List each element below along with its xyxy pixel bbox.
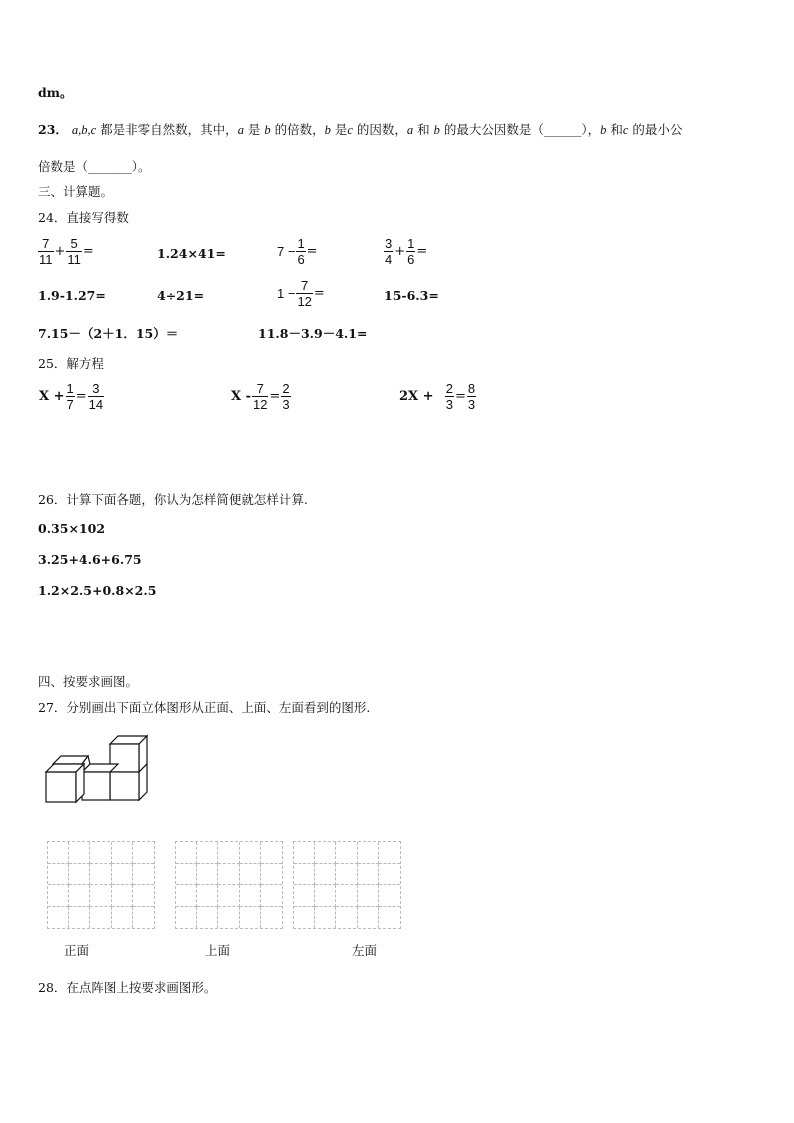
grid-cell[interactable] bbox=[294, 885, 315, 907]
q24-expr-6: 4÷21= bbox=[157, 288, 205, 303]
grid-cell[interactable] bbox=[240, 885, 261, 907]
grid-cell[interactable] bbox=[218, 885, 239, 907]
grid-cell[interactable] bbox=[358, 842, 379, 864]
cube-face bbox=[46, 772, 76, 802]
fraction: $\frac{7}{12}$ bbox=[253, 381, 268, 412]
q23-text: 都是非零自然数，其中， bbox=[96, 122, 238, 137]
grid-cell[interactable] bbox=[48, 864, 69, 886]
drawing-grid-top[interactable] bbox=[175, 841, 283, 929]
grid-cell[interactable] bbox=[69, 864, 90, 886]
q23-text: ）。 bbox=[131, 159, 151, 174]
grid-cell[interactable] bbox=[112, 842, 133, 864]
fraction: $\frac{1}{6}$ bbox=[407, 236, 415, 267]
fraction: $\frac{3}{4}$ bbox=[385, 236, 393, 267]
grid-cell[interactable] bbox=[176, 907, 197, 929]
q23-var-abc: a,b,c bbox=[71, 123, 97, 137]
grid-cell[interactable] bbox=[69, 842, 90, 864]
grid-cell[interactable] bbox=[315, 907, 336, 929]
q23-var: c bbox=[622, 123, 629, 137]
grid-cell[interactable] bbox=[112, 907, 133, 929]
q24-expr-4: $\frac{3}{4}$ + $\frac{1}{6}$ = bbox=[385, 236, 428, 267]
label-left-view: 左面 bbox=[352, 943, 378, 958]
q24-expr-2: 1.24×41= bbox=[157, 246, 226, 261]
cube-face bbox=[110, 772, 139, 800]
q24-expr-7: 1 − $\frac{7}{12}$ = bbox=[277, 278, 325, 309]
grid-cell[interactable] bbox=[379, 842, 400, 864]
grid-cell[interactable] bbox=[240, 907, 261, 929]
question-27-title: 27．分别画出下面立体图形从正面、上面、左面看到的图形. bbox=[38, 700, 371, 715]
grid-cell[interactable] bbox=[261, 864, 282, 886]
grid-cell[interactable] bbox=[133, 885, 154, 907]
q23-var: b bbox=[600, 123, 607, 137]
grid-cell[interactable] bbox=[176, 885, 197, 907]
question-25-title: 25．解方程 bbox=[38, 356, 104, 371]
grid-cell[interactable] bbox=[358, 907, 379, 929]
grid-cell[interactable] bbox=[48, 907, 69, 929]
fraction: $\frac{2}{3}$ bbox=[445, 381, 453, 412]
q26-item-2: 3.25+4.6+6.75 bbox=[38, 552, 142, 567]
grid-cell[interactable] bbox=[358, 864, 379, 886]
grid-cell[interactable] bbox=[90, 842, 111, 864]
fraction: $\frac{7}{12}$ bbox=[297, 278, 312, 309]
grid-cell[interactable] bbox=[336, 864, 357, 886]
answer-blank-1[interactable]: ______ bbox=[543, 122, 582, 137]
q23-text: ）， bbox=[581, 122, 601, 137]
fraction: $\frac{3}{14}$ bbox=[88, 381, 104, 412]
grid-cell[interactable] bbox=[240, 864, 261, 886]
question-24-title: 24．直接写得数 bbox=[38, 210, 129, 225]
q23-var: b bbox=[264, 123, 271, 137]
grid-cell[interactable] bbox=[240, 842, 261, 864]
q23-text: 的倍数， bbox=[270, 122, 325, 137]
fraction: $\frac{2}{3}$ bbox=[282, 381, 290, 412]
cube-face bbox=[82, 772, 110, 800]
grid-cell[interactable] bbox=[336, 885, 357, 907]
q23-text: 的最小公 bbox=[628, 122, 683, 137]
grid-cell[interactable] bbox=[112, 864, 133, 886]
grid-cell[interactable] bbox=[218, 864, 239, 886]
section-heading-3: 三、计算题。 bbox=[38, 184, 114, 199]
drawing-grid-left[interactable] bbox=[293, 841, 401, 929]
grid-cell[interactable] bbox=[336, 907, 357, 929]
q23-text: 和 bbox=[413, 122, 434, 137]
q23-var: b bbox=[324, 123, 331, 137]
q23-text: 是 bbox=[330, 122, 348, 137]
label-top-view: 上面 bbox=[205, 943, 231, 958]
q23-text: 和 bbox=[606, 122, 623, 137]
cube-solid-figure bbox=[44, 734, 148, 812]
q23-var: a bbox=[237, 123, 244, 137]
answer-blank-2[interactable]: _______ bbox=[88, 159, 132, 174]
grid-cell[interactable] bbox=[261, 885, 282, 907]
grid-cell[interactable] bbox=[48, 885, 69, 907]
grid-cell[interactable] bbox=[358, 885, 379, 907]
q25-equation-1: X + $\frac{1}{7}$ = $\frac{3}{14}$ bbox=[39, 381, 104, 412]
grid-cell[interactable] bbox=[69, 907, 90, 929]
q23-text: 是 bbox=[243, 122, 265, 137]
grid-cell[interactable] bbox=[379, 885, 400, 907]
q23-text: 的最大公因数是（ bbox=[439, 122, 544, 137]
q25-equation-3: 2X + $\frac{2}{3}$ = $\frac{8}{3}$ bbox=[399, 381, 476, 412]
grid-cell[interactable] bbox=[218, 842, 239, 864]
fraction: $\frac{8}{3}$ bbox=[467, 381, 476, 412]
grid-cell[interactable] bbox=[133, 842, 154, 864]
q24-expr-1: $\frac{7}{11}$ + $\frac{5}{11}$ = bbox=[39, 236, 94, 267]
grid-cell[interactable] bbox=[197, 885, 218, 907]
q23-var: a bbox=[406, 123, 414, 137]
grid-cell[interactable] bbox=[294, 864, 315, 886]
fraction: $\frac{1}{6}$ bbox=[297, 236, 305, 267]
fraction: $\frac{5}{11}$ bbox=[67, 236, 81, 267]
grid-cell[interactable] bbox=[315, 885, 336, 907]
grid-cell[interactable] bbox=[336, 842, 357, 864]
label-front-view: 正面 bbox=[64, 943, 90, 958]
q24-expr-9: 7.15－（2＋1．15）＝ bbox=[38, 326, 179, 341]
grid-cell[interactable] bbox=[197, 842, 218, 864]
question-23 bbox=[38, 120, 682, 138]
grid-cell[interactable] bbox=[176, 842, 197, 864]
q24-expr-10: 11.8－3.9－4.1= bbox=[258, 326, 368, 341]
grid-cell[interactable] bbox=[133, 864, 154, 886]
q23-text: 的因数， bbox=[352, 122, 407, 137]
grid-cell[interactable] bbox=[294, 842, 315, 864]
q26-item-1: 0.35×102 bbox=[38, 521, 106, 536]
q24-expr-8: 15-6.3= bbox=[384, 288, 439, 303]
q23-var: c bbox=[347, 123, 353, 137]
fraction: $\frac{1}{7}$ bbox=[66, 381, 74, 412]
grid-cell[interactable] bbox=[90, 864, 111, 886]
continuation-text: dm。 bbox=[38, 85, 73, 100]
q24-expr-5: 1.9-1.27= bbox=[38, 288, 106, 303]
question-26-title: 26．计算下面各题，你认为怎样简便就怎样计算. bbox=[38, 492, 308, 507]
grid-cell[interactable] bbox=[197, 864, 218, 886]
grid-cell[interactable] bbox=[315, 864, 336, 886]
grid-cell[interactable] bbox=[379, 907, 400, 929]
grid-cell[interactable] bbox=[218, 907, 239, 929]
grid-cell[interactable] bbox=[48, 842, 69, 864]
fraction: $\frac{7}{11}$ bbox=[39, 236, 53, 267]
q23-text: 倍数是（ bbox=[38, 159, 89, 174]
q26-item-3: 1.2×2.5+0.8×2.5 bbox=[38, 583, 157, 598]
grid-cell[interactable] bbox=[379, 864, 400, 886]
q23-var: b bbox=[433, 123, 440, 137]
grid-cell[interactable] bbox=[261, 907, 282, 929]
grid-cell[interactable] bbox=[90, 885, 111, 907]
grid-cell[interactable] bbox=[197, 907, 218, 929]
grid-cell[interactable] bbox=[176, 864, 197, 886]
grid-cell[interactable] bbox=[90, 907, 111, 929]
grid-cell[interactable] bbox=[315, 842, 336, 864]
question-23-line2 bbox=[38, 157, 151, 175]
question-28-title: 28．在点阵图上按要求画图形。 bbox=[38, 980, 217, 995]
q23-number: 23． bbox=[38, 122, 68, 137]
grid-cell[interactable] bbox=[69, 885, 90, 907]
drawing-grid-front[interactable] bbox=[47, 841, 155, 929]
section-heading-4: 四、按要求画图。 bbox=[38, 674, 139, 689]
grid-cell[interactable] bbox=[261, 842, 282, 864]
q24-expr-3: 7 − $\frac{1}{6}$ = bbox=[277, 236, 318, 267]
grid-cell[interactable] bbox=[112, 885, 133, 907]
grid-cell[interactable] bbox=[133, 907, 154, 929]
grid-cell[interactable] bbox=[294, 907, 315, 929]
q25-equation-2: X - $\frac{7}{12}$ = $\frac{2}{3}$ bbox=[231, 381, 290, 412]
